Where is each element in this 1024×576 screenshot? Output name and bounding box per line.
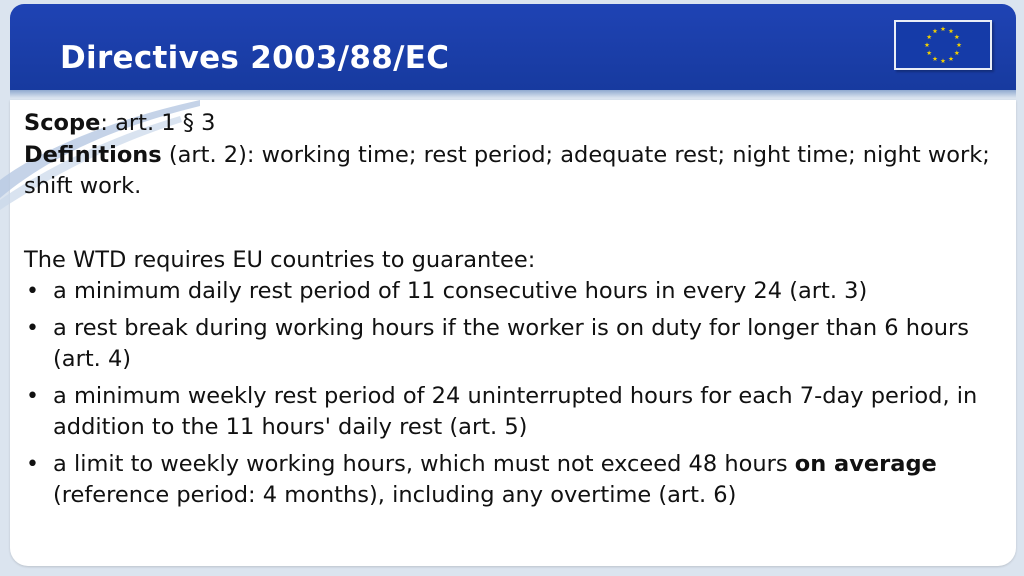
bullet-icon: • — [26, 383, 39, 409]
star-icon — [957, 42, 962, 47]
list-item — [24, 449, 1004, 512]
definitions-text: (art. 2): working time; rest period; adequate rest; night time; night work; shift work. — [24, 141, 990, 199]
bullet-icon: • — [26, 315, 39, 341]
star-icon — [927, 34, 932, 39]
requirements-list — [24, 276, 1004, 512]
bullet-text-pre: a limit to weekly working hours, which must not exceed 48 hours — [53, 450, 795, 477]
star-icon — [933, 29, 938, 34]
scope-text: : art. 1 § 3 — [100, 110, 216, 136]
star-icon — [949, 56, 954, 61]
star-icon — [949, 29, 954, 34]
star-icon — [933, 56, 938, 61]
star-icon — [925, 42, 930, 47]
slide-body — [24, 108, 1004, 517]
bullet-text: a minimum daily rest period of 11 consecutive hours in every 24 (art. 3) — [53, 278, 868, 304]
header-shadow — [10, 90, 1016, 98]
star-icon — [954, 34, 959, 39]
eu-flag-icon — [894, 20, 992, 70]
definitions-label: Definitions — [24, 141, 162, 168]
slide-title: Directives 2003/88/EC — [60, 40, 450, 76]
star-icon — [954, 50, 959, 55]
definitions-line — [24, 140, 1004, 203]
bullet-text-bold: on average — [794, 450, 937, 477]
list-item — [24, 381, 1004, 444]
star-icon — [941, 26, 946, 31]
scope-label: Scope — [24, 110, 101, 136]
bullet-text: a rest break during working hours if the worker is on duty for longer than 6 hours (art. 4) — [53, 314, 969, 372]
star-icon — [927, 50, 932, 55]
bullet-text: a minimum weekly rest period of 24 uninterrupted hours for each 7-day period, in addition to the 11 hours' daily rest (art. 5) — [53, 382, 978, 440]
scope-line — [24, 108, 1004, 140]
list-item — [24, 276, 1004, 308]
intro-text: The WTD requires EU countries to guarantee: — [24, 246, 536, 273]
bullet-icon: • — [26, 279, 39, 304]
bullet-icon: • — [26, 451, 39, 477]
star-icon — [941, 58, 946, 63]
list-item — [24, 313, 1004, 376]
bullet-text-post: (reference period: 4 months), including any overtime (art. 6) — [53, 450, 952, 508]
